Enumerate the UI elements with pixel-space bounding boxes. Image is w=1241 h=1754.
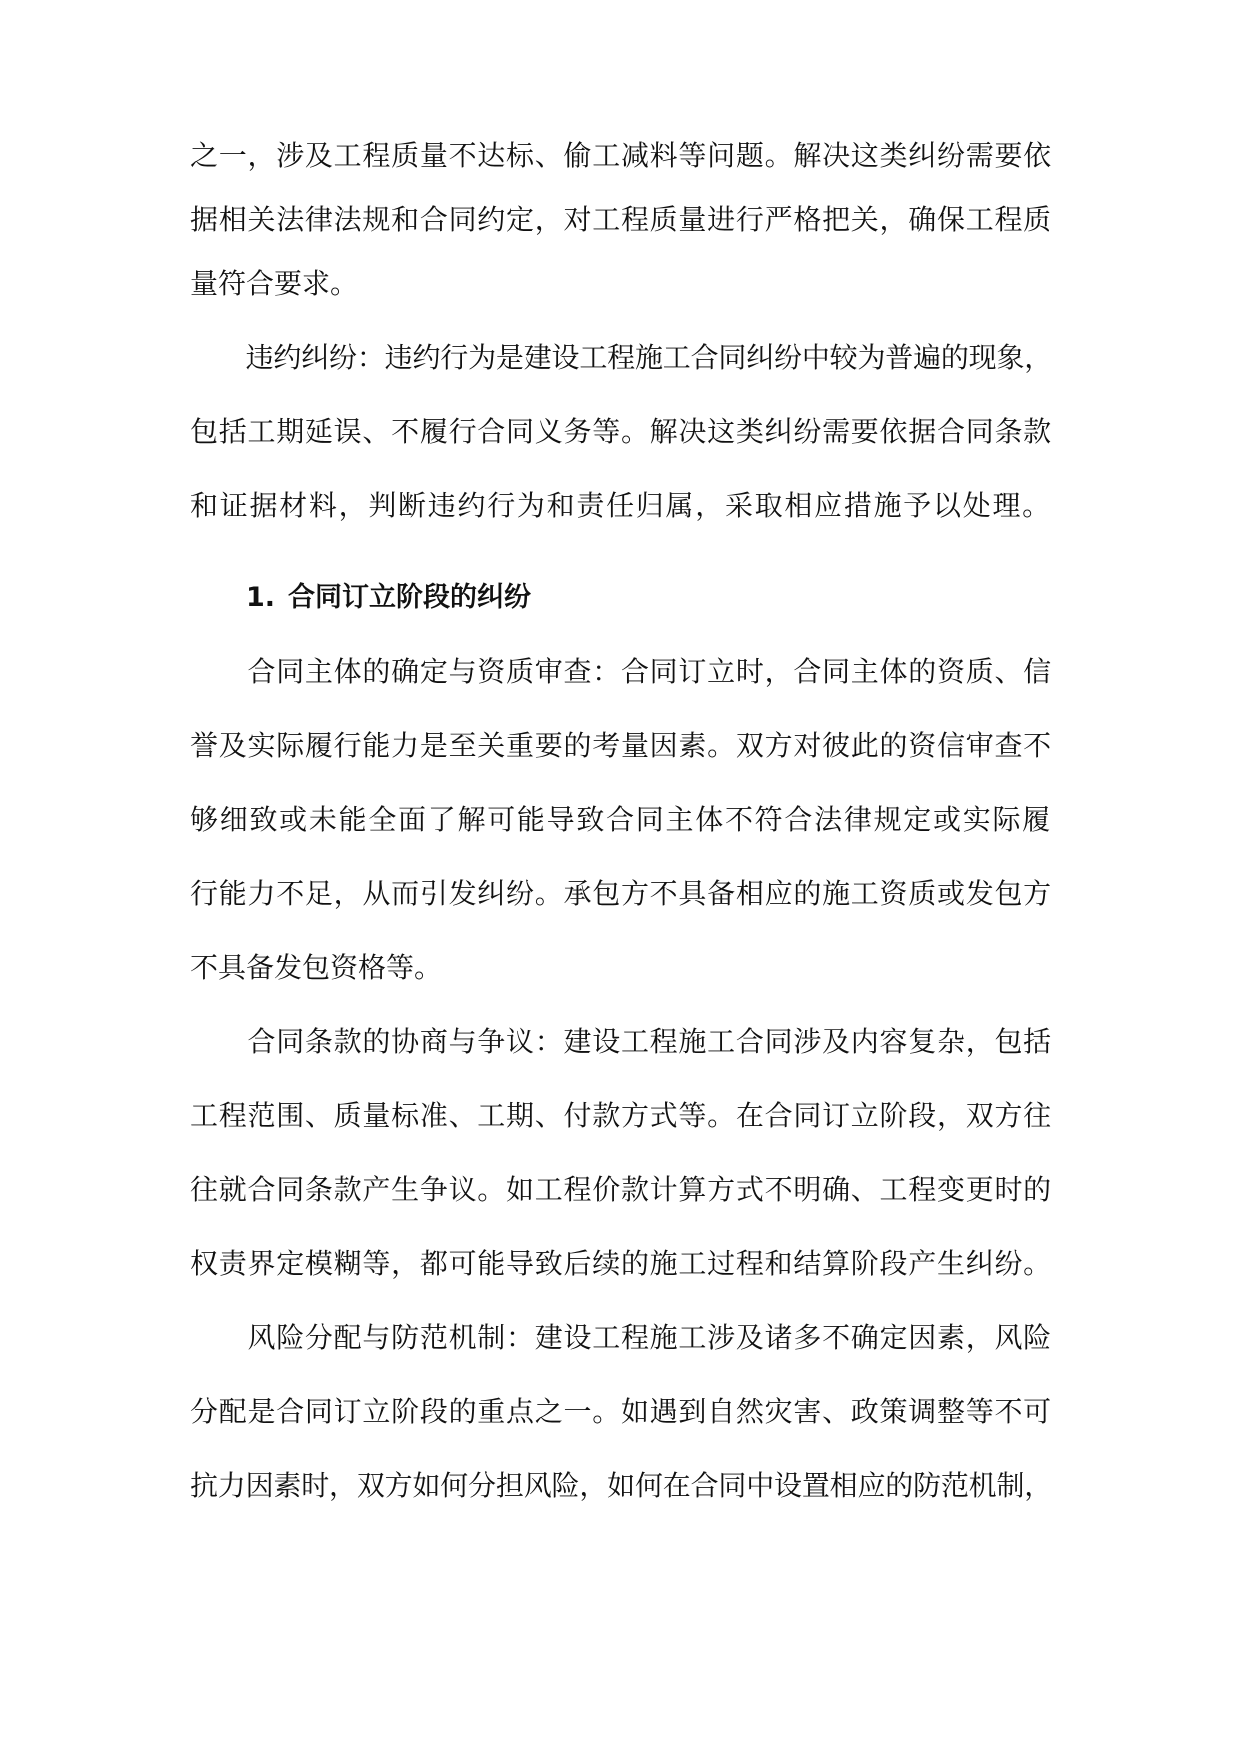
text-line: 据相关法律法规和合同约定，对工程质量进行严格把关，确保工程质 — [190, 203, 1052, 236]
text-line: 合同条款的协商与争议：建设工程施工合同涉及内容复杂，包括 — [190, 1025, 1052, 1058]
text-line: 行能力不足，从而引发纠纷。承包方不具备相应的施工资质或发包方 — [190, 877, 1052, 910]
text-line: 够细致或未能全面了解可能导致合同主体不符合法律规定或实际履 — [190, 803, 1052, 836]
text-line: 包括工期延误、不履行合同义务等。解决这类纠纷需要依据合同条款 — [190, 415, 1052, 448]
section-heading — [246, 580, 531, 616]
text-line: 不具备发包资格等。 — [190, 951, 443, 984]
section-title: 合同订立阶段的纠纷 — [288, 582, 531, 613]
text-line: 抗力因素时，双方如何分担风险，如何在合同中设置相应的防范机制， — [190, 1469, 1053, 1502]
text-line: 誉及实际履行能力是至关重要的考量因素。双方对彼此的资信审查不 — [190, 729, 1052, 762]
text-line: 违约纠纷：违约行为是建设工程施工合同纠纷中较为普遍的现象， — [190, 341, 1053, 374]
section-number: 1. — [246, 582, 276, 613]
text-line: 量符合要求。 — [190, 267, 359, 300]
text-line: 之一，涉及工程质量不达标、偷工减料等问题。解决这类纠纷需要依 — [190, 139, 1052, 172]
text-line: 和证据材料，判断违约行为和责任归属，采取相应措施予以处理。 — [190, 489, 1052, 522]
text-line: 风险分配与防范机制：建设工程施工涉及诸多不确定因素，风险 — [190, 1321, 1052, 1354]
text-line: 合同主体的确定与资质审查：合同订立时，合同主体的资质、信 — [190, 655, 1052, 688]
text-line: 分配是合同订立阶段的重点之一。如遇到自然灾害、政策调整等不可 — [190, 1395, 1052, 1428]
text-line: 权责界定模糊等，都可能导致后续的施工过程和结算阶段产生纠纷。 — [190, 1247, 1052, 1280]
text-line: 工程范围、质量标准、工期、付款方式等。在合同订立阶段，双方往 — [190, 1099, 1052, 1132]
text-line: 往就合同条款产生争议。如工程价款计算方式不明确、工程变更时的 — [190, 1173, 1052, 1206]
